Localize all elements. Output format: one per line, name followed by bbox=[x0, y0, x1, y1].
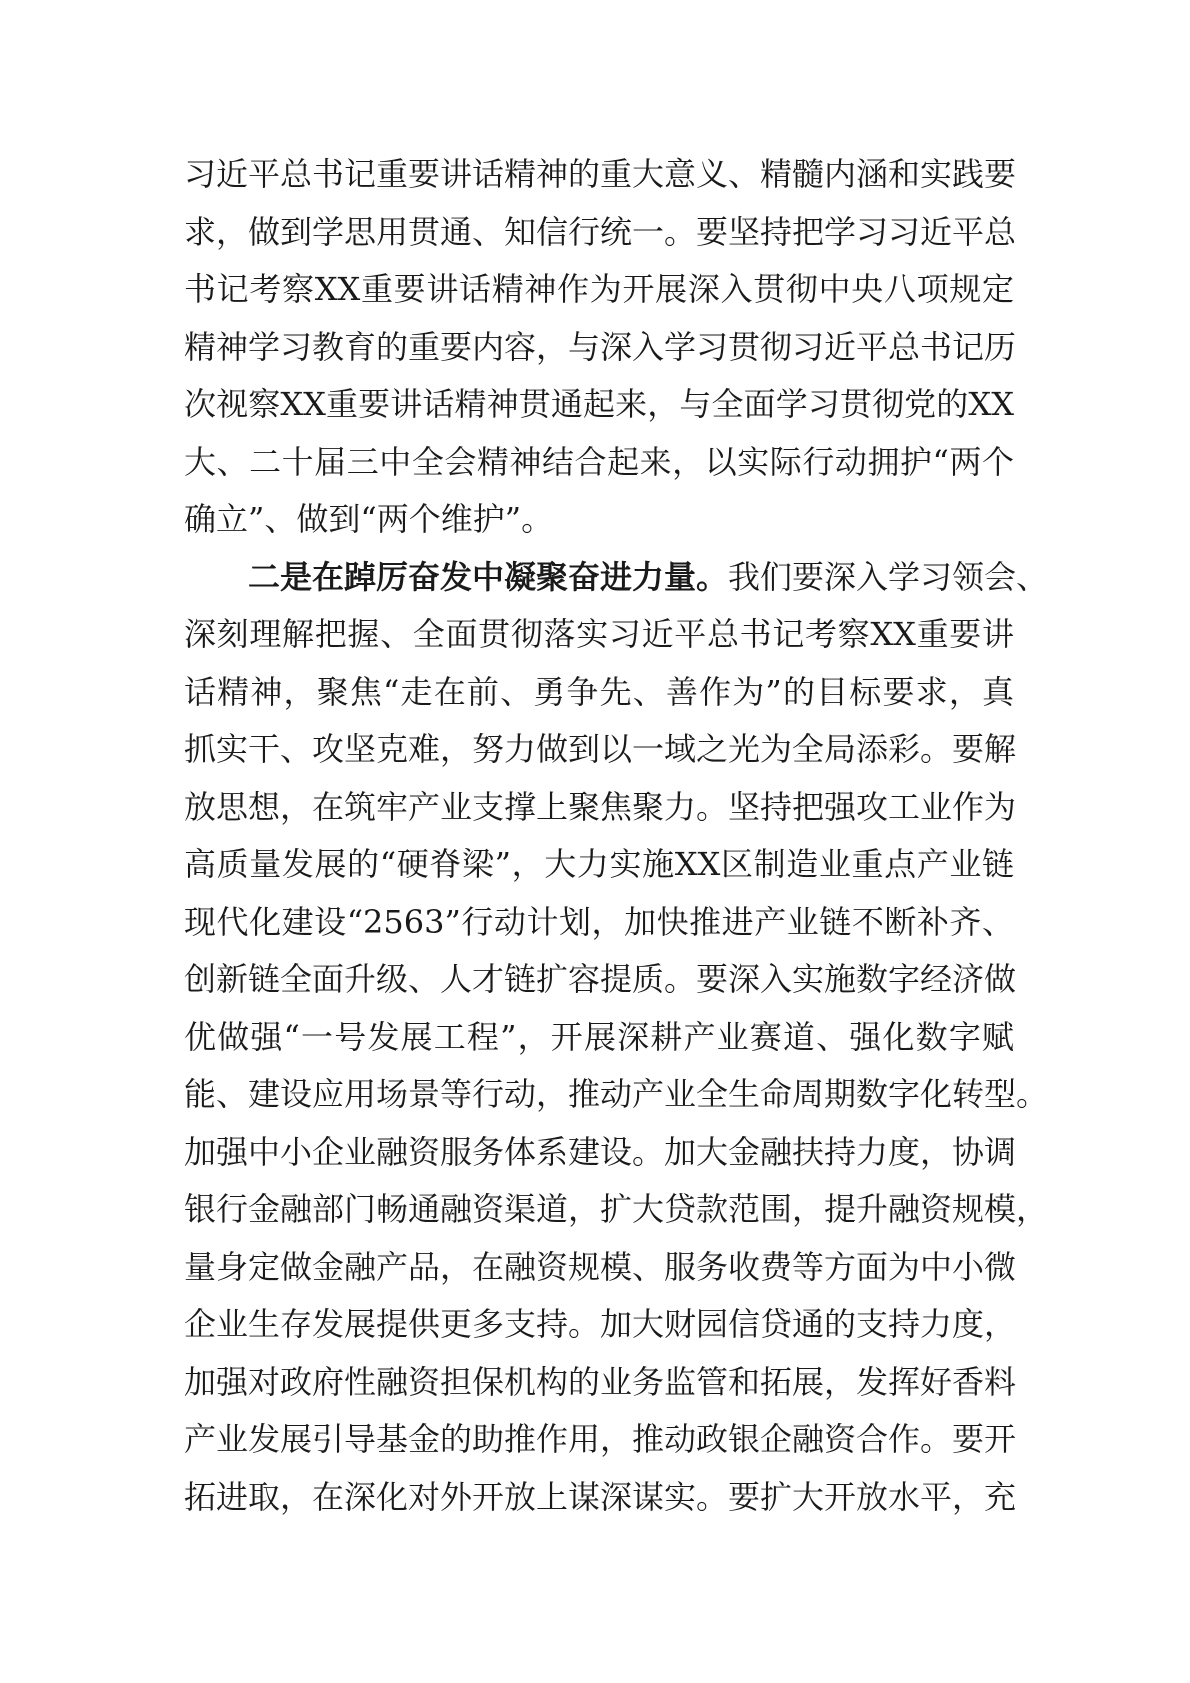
text-line: 抓实干、攻坚克难，努力做到以一域之光为全局添彩。要解 bbox=[184, 730, 1017, 768]
text-line: 求，做到学思用贯通、知信行统一。要坚持把学习习近平总 bbox=[184, 212, 1017, 251]
text-line: 现代化建设“2563”行动计划，加快推进产业链不断补齐、 bbox=[184, 902, 1014, 941]
paragraph-heading: 二是在踔厉奋发中凝聚奋进力量。 bbox=[248, 557, 729, 596]
text-line: 确立”、做到“两个维护”。 bbox=[184, 500, 554, 538]
text-line: 放思想，在筑牢产业支撑上聚焦聚力。坚持把强攻工业作为 bbox=[184, 787, 1017, 826]
document-body bbox=[184, 146, 1049, 1526]
text-line: 次视察XX重要讲话精神贯通起来，与全面学习贯彻党的XX bbox=[184, 385, 1014, 423]
text-line: 企业生存发展提供更多支持。加大财园信贷通的支持力度， bbox=[184, 1305, 1017, 1343]
text-line: 深刻理解把握、全面贯彻落实习近平总书记考察XX重要讲 bbox=[184, 615, 1014, 653]
text-line: 拓进取，在深化对外开放上谋深谋实。要扩大开放水平，充 bbox=[184, 1477, 1017, 1516]
text-line: 高质量发展的“硬脊梁”，大力实施XX区制造业重点产业链 bbox=[184, 845, 1014, 883]
text-line: 量身定做金融产品，在融资规模、服务收费等方面为中小微 bbox=[184, 1247, 1017, 1286]
text-line: 加强中小企业融资服务体系建设。加大金融扶持力度，协调 bbox=[184, 1132, 1017, 1171]
text-line: 能、建设应用场景等行动，推动产业全生命周期数字化转型。 bbox=[184, 1075, 1049, 1113]
text-line: 创新链全面升级、人才链扩容提质。要深入实施数字经济做 bbox=[184, 960, 1017, 998]
text-line bbox=[184, 549, 1049, 607]
text-line: 加强对政府性融资担保机构的业务监管和拓展，发挥好香料 bbox=[184, 1362, 1017, 1401]
text-line: 优做强“一号发展工程”，开展深耕产业赛道、强化数字赋 bbox=[184, 1017, 1014, 1056]
text-line: 银行金融部门畅通融资渠道，扩大贷款范围，提升融资规模， bbox=[184, 1190, 1049, 1228]
paragraph-2 bbox=[184, 549, 1049, 1527]
paragraph-1 bbox=[184, 146, 1017, 549]
text-line: 产业发展引导基金的助推作用，推动政银企融资合作。要开 bbox=[184, 1420, 1017, 1458]
text-line: 书记考察XX重要讲话精神作为开展深入贯彻中央八项规定 bbox=[184, 270, 1014, 308]
text-line: 大、二十届三中全会精神结合起来，以实际行动拥护“两个 bbox=[184, 442, 1014, 481]
text-line: 习近平总书记重要讲话精神的重大意义、精髓内涵和实践要 bbox=[184, 155, 1017, 193]
text-line: 精神学习教育的重要内容，与深入学习贯彻习近平总书记历 bbox=[184, 327, 1017, 366]
paragraph-text: 我们要深入学习领会、 bbox=[728, 557, 1049, 596]
text-line: 话精神，聚焦“走在前、勇争先、善作为”的目标要求，真 bbox=[184, 672, 1014, 711]
